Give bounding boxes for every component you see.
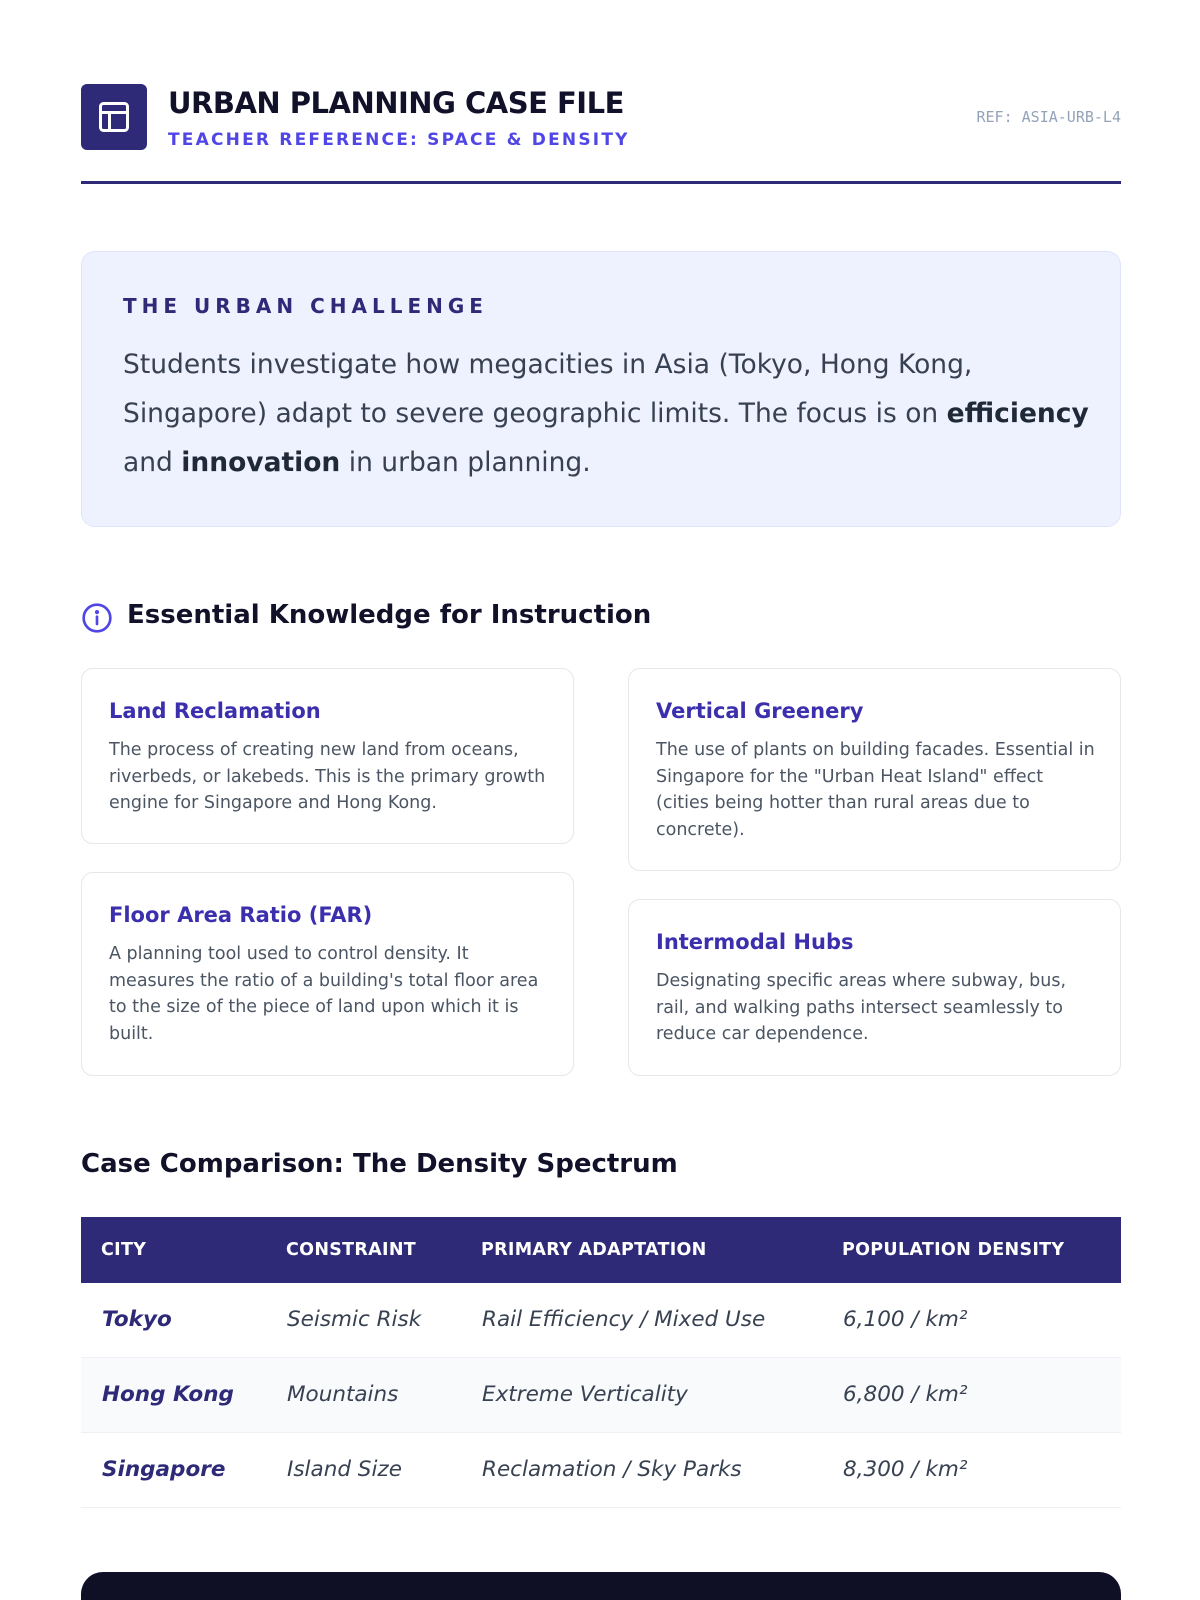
challenge-text-part: and bbox=[123, 447, 182, 478]
info-icon bbox=[81, 602, 113, 634]
table-row bbox=[81, 1433, 1121, 1508]
card-body: The process of creating new land from oceans, riverbeds, or lakebeds. This is the primary growth engine for Singapore and Hong Kong. bbox=[109, 740, 546, 813]
page-header bbox=[81, 84, 1121, 184]
column-header-constraint: CONSTRAINT bbox=[286, 1240, 417, 1260]
card-title: Intermodal Hubs bbox=[656, 930, 854, 954]
challenge-emphasis-innovation: innovation bbox=[181, 447, 341, 478]
knowledge-section-title: Essential Knowledge for Instruction bbox=[127, 600, 652, 630]
cell-adaptation: Extreme Verticality bbox=[482, 1382, 688, 1407]
challenge-emphasis-efficiency: efficiency bbox=[946, 398, 1089, 429]
column-header-city: CITY bbox=[101, 1240, 147, 1260]
table-row bbox=[81, 1358, 1121, 1433]
cell-density: 6,800 / km² bbox=[843, 1382, 968, 1407]
cell-density: 8,300 / km² bbox=[843, 1457, 968, 1482]
logo bbox=[81, 84, 147, 150]
knowledge-card-land-reclamation bbox=[81, 668, 574, 844]
card-title: Floor Area Ratio (FAR) bbox=[109, 903, 373, 927]
card-title: Land Reclamation bbox=[109, 699, 321, 723]
cell-adaptation: Rail Efficiency / Mixed Use bbox=[482, 1307, 766, 1332]
card-body: The use of plants on building facades. Essential in Singapore for the "Urban Heat Island" effect (cities being hotter than rural areas due to concrete). bbox=[656, 740, 1095, 840]
cell-adaptation: Reclamation / Sky Parks bbox=[482, 1457, 742, 1482]
knowledge-card-floor-area-ratio bbox=[81, 872, 574, 1076]
cell-city: Tokyo bbox=[102, 1307, 172, 1332]
column-header-primary-adaptation: PRIMARY ADAPTATION bbox=[481, 1240, 707, 1260]
layout-panel-icon bbox=[96, 99, 132, 135]
table-row bbox=[81, 1283, 1121, 1358]
reference-code: REF: ASIA-URB-L4 bbox=[976, 108, 1121, 126]
table-header-row bbox=[81, 1217, 1121, 1283]
column-header-population-density: POPULATION DENSITY bbox=[842, 1240, 1065, 1260]
knowledge-card-intermodal-hubs bbox=[628, 899, 1121, 1076]
cell-city: Singapore bbox=[102, 1457, 226, 1482]
knowledge-card-vertical-greenery bbox=[628, 668, 1121, 871]
challenge-text bbox=[123, 340, 1098, 487]
page-title: URBAN PLANNING CASE FILE bbox=[168, 86, 624, 120]
comparison-title: Case Comparison: The Density Spectrum bbox=[81, 1149, 678, 1179]
urban-challenge-panel bbox=[81, 251, 1121, 527]
cell-city: Hong Kong bbox=[102, 1382, 234, 1407]
challenge-text-part: Students investigate how megacities in Asia (Tokyo, Hong Kong, Singapore) adapt to severe geographic limits. The focus is on bbox=[123, 349, 973, 429]
card-body: Designating specific areas where subway, bus, rail, and walking paths intersect seamlessly to reduce car dependence. bbox=[656, 971, 1067, 1044]
cell-density: 6,100 / km² bbox=[843, 1307, 968, 1332]
density-comparison-table bbox=[81, 1217, 1121, 1508]
cell-constraint: Island Size bbox=[287, 1457, 402, 1482]
card-title: Vertical Greenery bbox=[656, 699, 864, 723]
challenge-text-part: in urban planning. bbox=[340, 447, 591, 478]
cell-constraint: Seismic Risk bbox=[287, 1307, 422, 1332]
challenge-label: THE URBAN CHALLENGE bbox=[123, 294, 488, 318]
page-subtitle: TEACHER REFERENCE: SPACE & DENSITY bbox=[168, 130, 630, 150]
cell-constraint: Mountains bbox=[287, 1382, 399, 1407]
card-body: A planning tool used to control density. It measures the ratio of a building's total floor area to the size of the piece of land upon which it is built. bbox=[109, 944, 539, 1044]
footer-panel bbox=[81, 1572, 1121, 1600]
